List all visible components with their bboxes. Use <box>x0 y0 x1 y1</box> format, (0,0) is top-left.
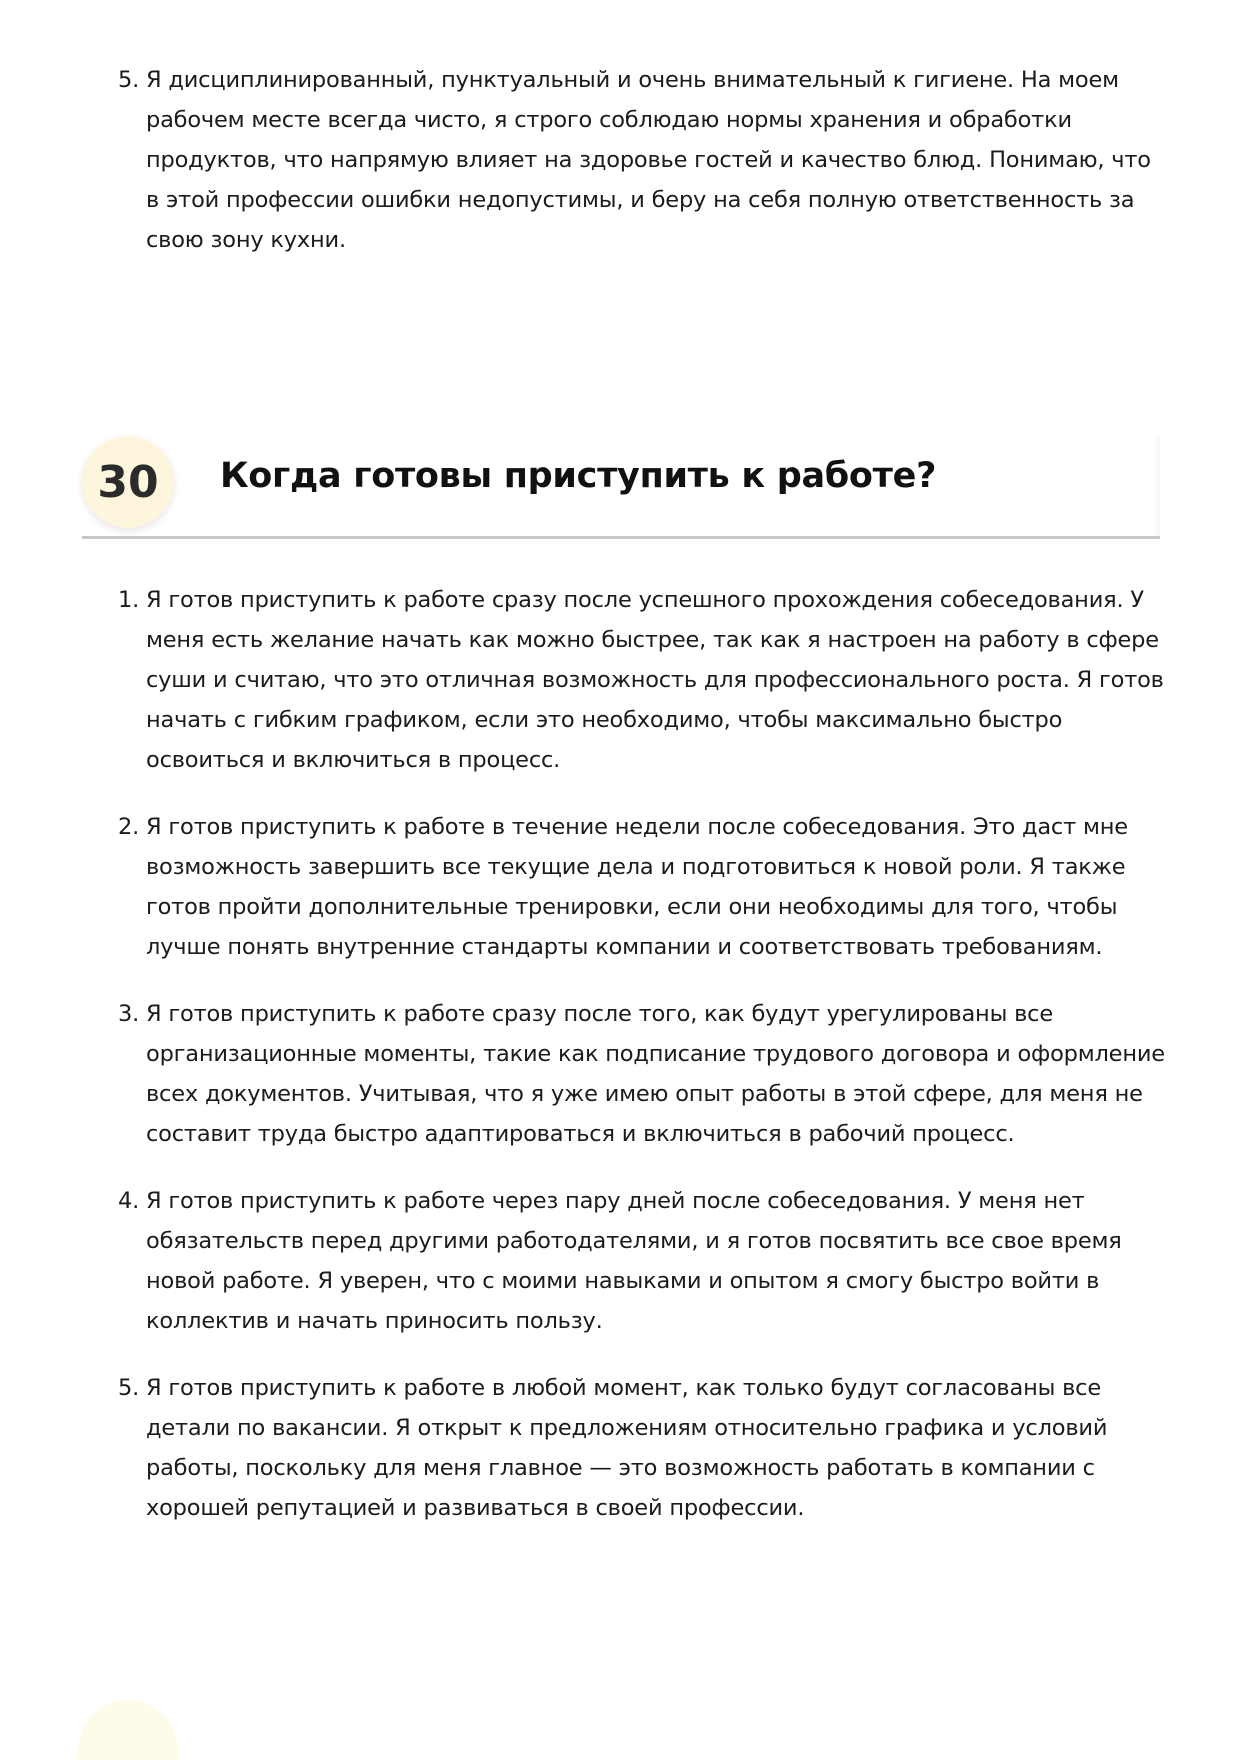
list-item-number: 3. <box>118 1001 140 1027</box>
list-item <box>118 994 1168 1154</box>
list-item <box>118 60 1168 260</box>
previous-answer-list <box>118 60 1168 260</box>
list-item-number: 5. <box>118 1375 140 1401</box>
next-question-badge-edge <box>78 1700 178 1760</box>
question-title: Когда готовы приступить к работе? <box>220 456 937 496</box>
question-header <box>82 436 1160 542</box>
list-item-number: 4. <box>118 1188 140 1214</box>
list-item-text: Я готов приступить к работе сразу после того, как будут урегулированы все организационные моменты, такие как подписание трудового договора и оформление всех документов. Учитывая, что я уже имею опыт работы в этой сфере, для меня не составит труда быстро адаптироваться и включиться в рабочий процесс. <box>146 1001 1165 1147</box>
list-item <box>118 1368 1168 1528</box>
list-item-number: 1. <box>118 587 140 613</box>
list-item <box>118 1181 1168 1341</box>
list-item-number: 2. <box>118 814 140 840</box>
list-item <box>118 807 1168 967</box>
list-item-text: Я готов приступить к работе в любой момент, как только будут согласованы все детали по вакансии. Я открыт к предложениям относительно графика и условий работы, поскольку для меня главное — это возможность работать в компании с хорошей репутацией и развиваться в своей профессии. <box>146 1375 1108 1521</box>
list-item-text: Я готов приступить к работе в течение недели после собеседования. Это даст мне возможность завершить все текущие дела и подготовиться к новой роли. Я также готов пройти дополнительные тренировки, если они необходимы для того, чтобы лучше понять внутренние стандарты компании и соответствовать требованиям. <box>146 814 1128 960</box>
answer-list <box>118 580 1168 1555</box>
list-item-text: Я готов приступить к работе сразу после успешного прохождения собеседования. У меня есть желание начать как можно быстрее, так как я настроен на работу в сфере суши и считаю, что это отличная возможность для профессионального роста. Я готов начать с гибким графиком, если это необходимо, чтобы максимально быстро освоиться и включиться в процесс. <box>146 587 1164 773</box>
header-shade <box>1154 436 1160 536</box>
question-number-badge: 30 <box>82 436 174 528</box>
list-item <box>118 580 1168 780</box>
header-divider <box>82 536 1160 539</box>
list-item-number: 5. <box>118 67 140 93</box>
list-item-text: Я дисциплинированный, пунктуальный и очень внимательный к гигиене. На моем рабочем месте всегда чисто, я строго соблюдаю нормы хранения и обработки продуктов, что напрямую влияет на здоровье гостей и качество блюд. Понимаю, что в этой профессии ошибки недопустимы, и беру на себя полную ответственность за свою зону кухни. <box>146 67 1151 253</box>
list-item-text: Я готов приступить к работе через пару дней после собеседования. У меня нет обязательств перед другими работодателями, и я готов посвятить все свое время новой работе. Я уверен, что с моими навыками и опытом я смогу быстро войти в коллектив и начать приносить пользу. <box>146 1188 1122 1334</box>
